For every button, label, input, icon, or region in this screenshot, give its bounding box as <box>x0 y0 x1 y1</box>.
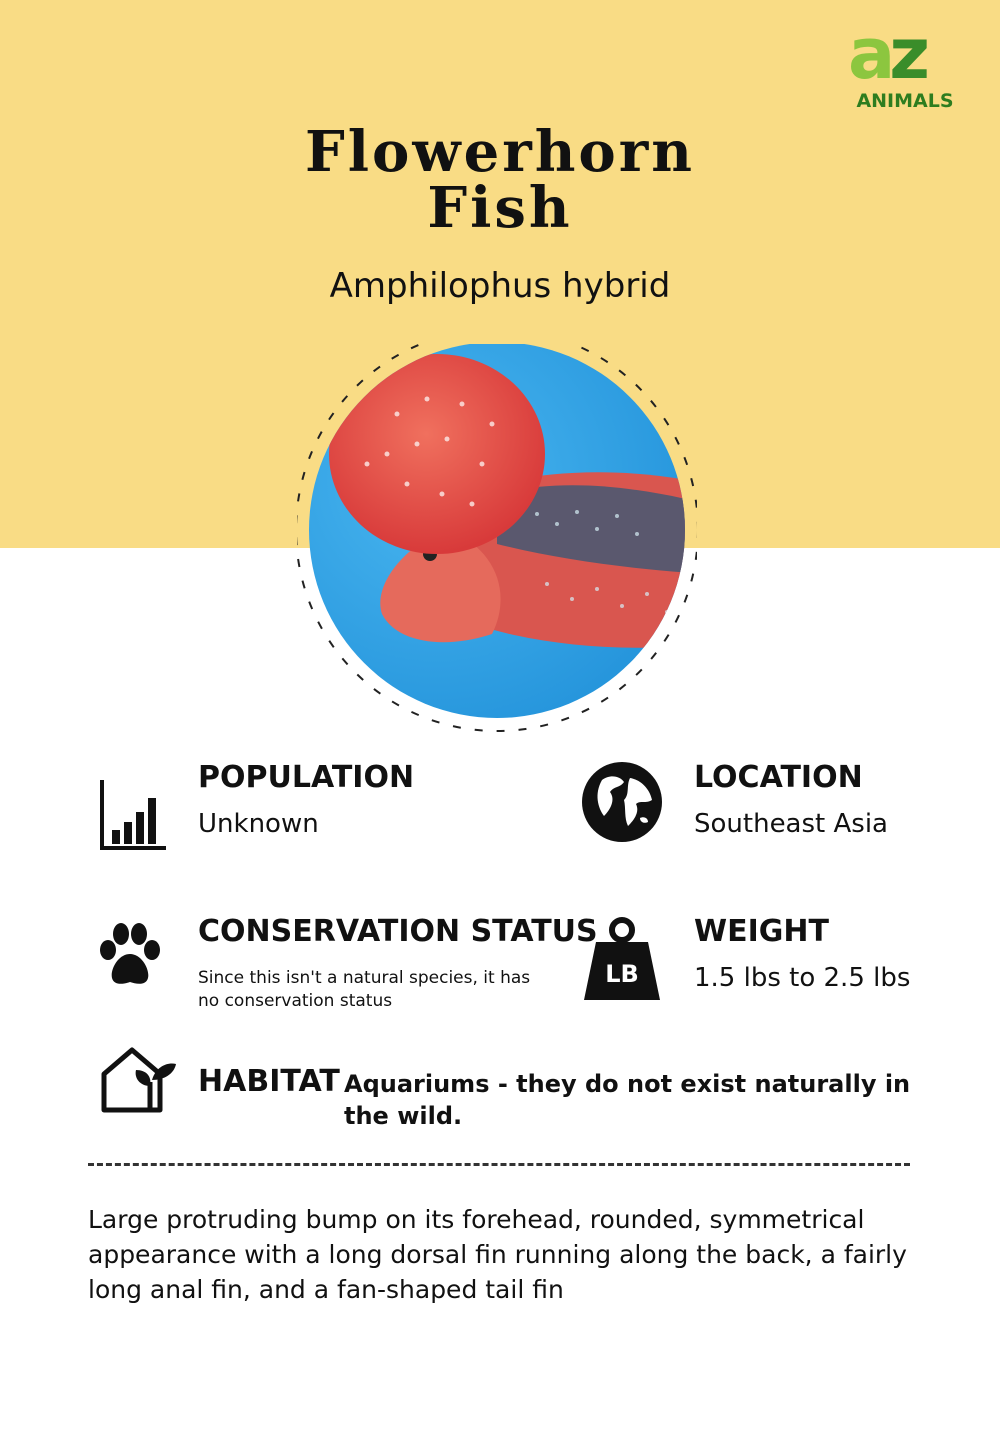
habitat-fact <box>198 1064 340 1099</box>
logo-wordmark: ANIMALS <box>856 90 954 112</box>
scientific-name: Amphilophus hybrid <box>329 266 671 306</box>
logo-letters: az <box>848 13 924 95</box>
fish-photo <box>297 344 697 734</box>
az-animals-logo[interactable] <box>842 13 972 122</box>
title-line-2: Fish <box>427 175 573 241</box>
population-value: Unknown <box>198 809 319 839</box>
habitat-label: HABITAT <box>198 1064 340 1099</box>
conservation-fact <box>198 914 598 1013</box>
population-fact <box>198 760 414 839</box>
paw-icon <box>96 922 164 988</box>
greenhouse-plant-icon <box>98 1046 178 1114</box>
conservation-label: CONSERVATION STATUS <box>198 914 598 949</box>
title-line-1: Flowerhorn <box>304 119 695 185</box>
globe-icon <box>580 760 664 844</box>
weight-lb-icon <box>582 916 662 1002</box>
svg-text:LB: LB <box>605 960 639 988</box>
location-value: Southeast Asia <box>694 809 888 839</box>
weight-fact <box>694 914 910 993</box>
weight-label: WEIGHT <box>694 914 829 949</box>
bar-chart-icon <box>98 778 168 852</box>
page-title <box>0 119 1000 241</box>
habitat-value: Aquariums - they do not exist naturally in the wild. <box>344 1070 911 1130</box>
dashed-divider <box>88 1163 910 1166</box>
location-label: LOCATION <box>694 760 863 795</box>
description-text: Large protruding bump on its forehead, rounded, symmetrical appearance with a long dorsal fin running along the back, a fairly long anal fin, and a fan-shaped tail fin <box>88 1205 907 1304</box>
location-fact <box>694 760 888 839</box>
weight-value: 1.5 lbs to 2.5 lbs <box>694 963 911 993</box>
population-label: POPULATION <box>198 760 415 795</box>
conservation-value: Since this isn't a natural species, it has no conservation status <box>198 968 531 1011</box>
